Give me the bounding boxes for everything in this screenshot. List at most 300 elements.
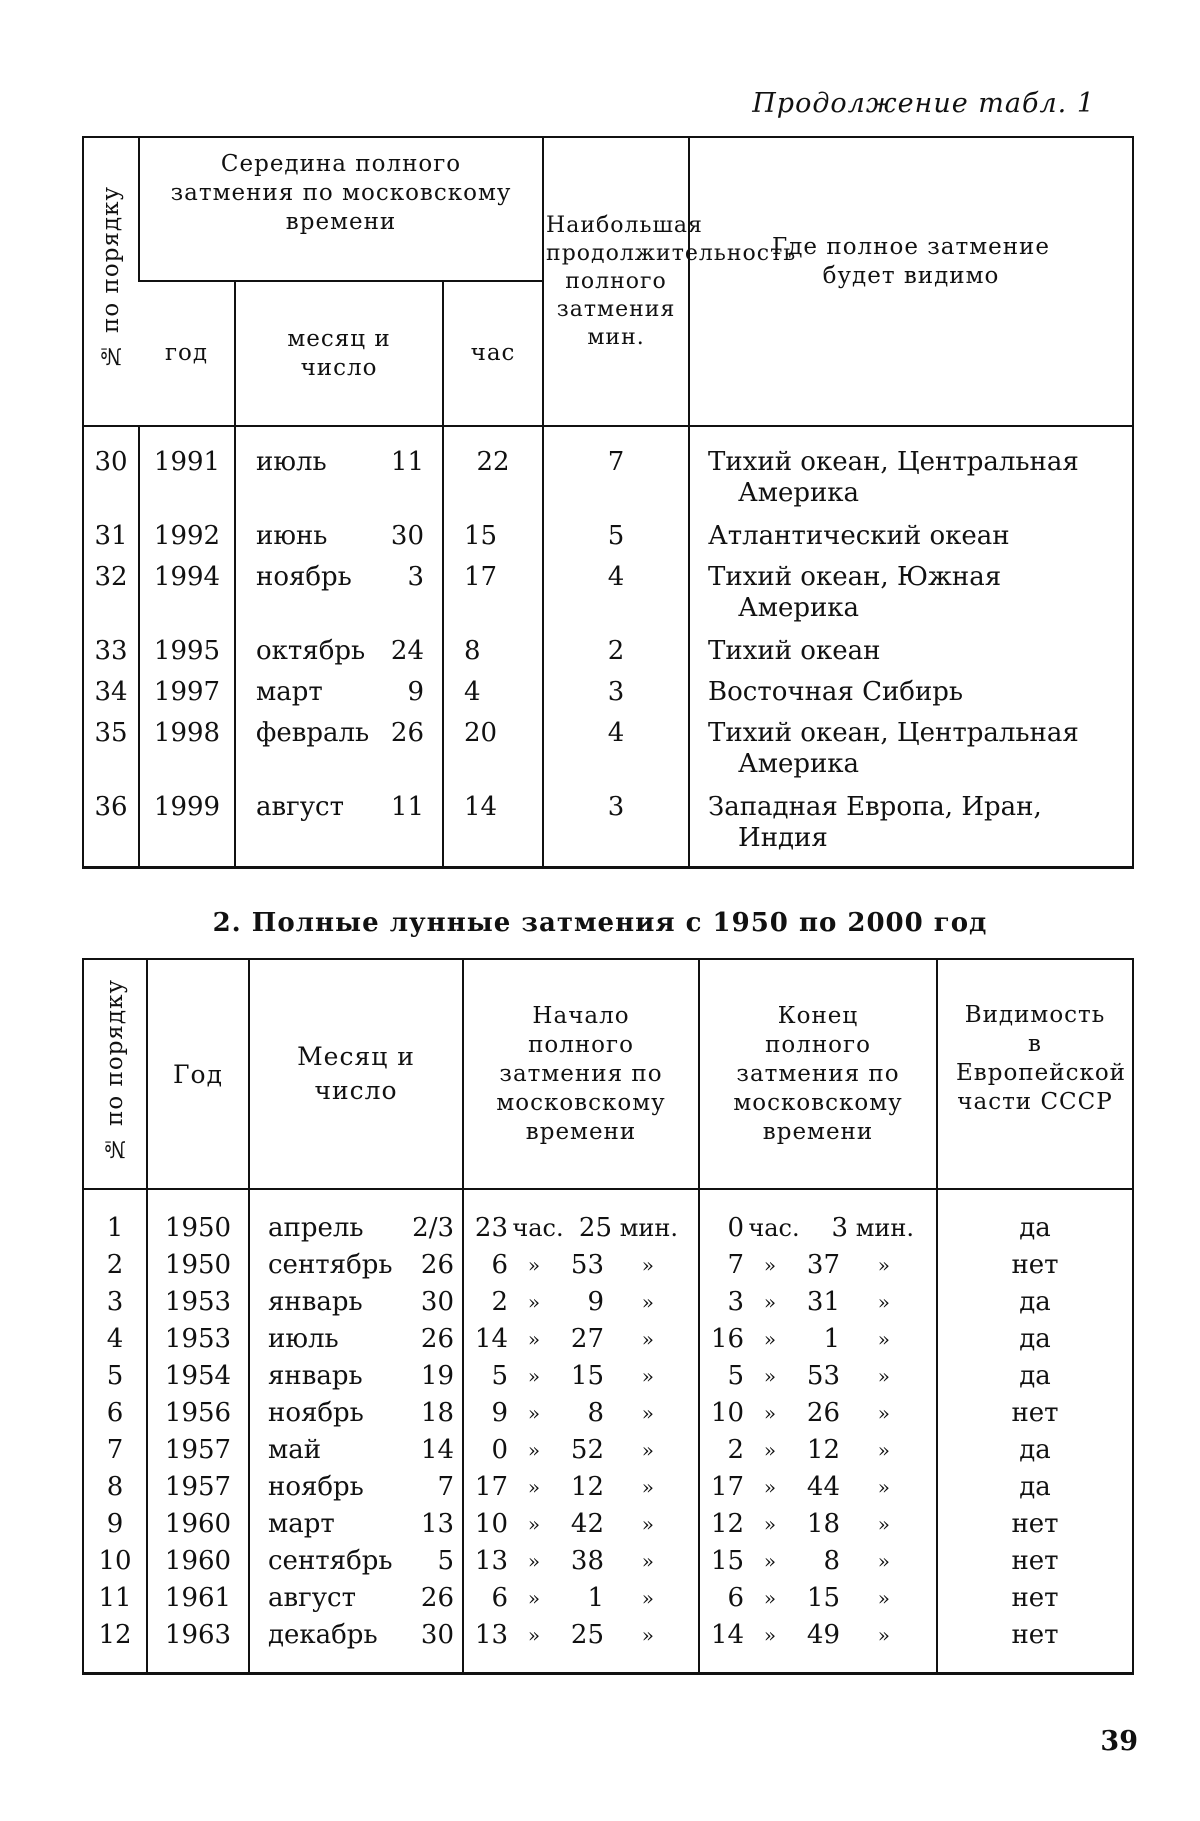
end-time (700, 1321, 936, 1358)
start-time-cell (463, 1189, 699, 1247)
row-number-cell (83, 677, 139, 718)
table-row (83, 1284, 1133, 1321)
row-number: 32 (94, 562, 128, 592)
year: 1998 (153, 718, 221, 748)
ditto-mark: » (641, 1549, 654, 1573)
year: 1995 (153, 636, 221, 666)
start-time-cell (463, 1395, 699, 1432)
year: 1950 (164, 1213, 232, 1243)
ditto-mark: » (641, 1512, 654, 1536)
header-mid-eclipse: Середина полного затмения по московскому времени (139, 137, 543, 281)
end-time-cell (699, 1469, 937, 1506)
end-time-cell (699, 1617, 937, 1674)
ditto-mark: » (527, 1327, 541, 1351)
month: июль (256, 447, 327, 477)
year: 1961 (164, 1583, 232, 1613)
hours: 12 (710, 1509, 744, 1539)
monthday-cell (235, 521, 443, 562)
row-number: 4 (106, 1324, 124, 1354)
start-time-cell (463, 1617, 699, 1674)
duration-cell (543, 562, 689, 636)
start-time-cell (463, 1506, 699, 1543)
lunar-eclipse-table (82, 958, 1134, 1675)
duration-cell (543, 677, 689, 718)
end-time (700, 1284, 936, 1321)
minutes: 26 (806, 1398, 840, 1428)
visibility-cell (937, 1469, 1133, 1506)
row-number: 33 (94, 636, 128, 666)
header-hour: час (443, 281, 543, 426)
where-line-1: Тихий океан, Центральная (708, 718, 1079, 748)
visibility: нет (1011, 1546, 1059, 1576)
minutes: 15 (570, 1361, 604, 1391)
ditto-mark: » (641, 1623, 654, 1647)
hour: 14 (464, 792, 498, 822)
row-number: 11 (98, 1583, 132, 1613)
hours: 0 (727, 1213, 744, 1243)
header-number: № по порядку (97, 186, 124, 369)
ditto-mark: » (763, 1438, 777, 1462)
ditto-mark: » (763, 1475, 777, 1499)
minute-unit: мин. (619, 1214, 678, 1242)
visibility: да (1019, 1435, 1051, 1465)
monthday-cell (249, 1189, 463, 1247)
ditto-mark: » (877, 1623, 890, 1647)
page-number: 39 (1100, 1726, 1138, 1757)
visibility: да (1019, 1213, 1051, 1243)
ditto-mark: » (641, 1327, 654, 1351)
year: 1960 (164, 1546, 232, 1576)
monthday (268, 1580, 454, 1617)
hour: 22 (476, 447, 510, 477)
end-time (700, 1617, 936, 1654)
row-number-cell (83, 792, 139, 868)
monthday (268, 1617, 454, 1654)
visibility-cell (937, 1506, 1133, 1543)
month: июль (268, 1324, 339, 1354)
minutes: 12 (570, 1472, 604, 1502)
end-time-cell (699, 1395, 937, 1432)
table-row (83, 1469, 1133, 1506)
day: 18 (420, 1398, 454, 1428)
day: 5 (437, 1546, 454, 1576)
minutes: 49 (806, 1620, 840, 1650)
end-time (700, 1469, 936, 1506)
hours: 2 (727, 1435, 744, 1465)
row-number: 6 (106, 1398, 124, 1428)
ditto-mark: » (763, 1623, 777, 1647)
row-number: 2 (106, 1250, 124, 1280)
day: 11 (390, 792, 424, 822)
month: март (256, 677, 323, 707)
end-time (700, 1210, 936, 1247)
header-end: Конец полного затмения по московскому времени (699, 959, 937, 1189)
minutes: 15 (806, 1583, 840, 1613)
end-time-cell (699, 1580, 937, 1617)
row-number-cell (83, 1543, 147, 1580)
ditto-mark: » (763, 1253, 777, 1277)
ditto-mark: » (763, 1401, 777, 1425)
ditto-mark: » (763, 1290, 777, 1314)
hours: 16 (710, 1324, 744, 1354)
day: 30 (390, 521, 424, 551)
monthday (268, 1432, 454, 1469)
row-number-cell (83, 1469, 147, 1506)
monthday-cell (235, 677, 443, 718)
end-time (700, 1580, 936, 1617)
visibility-cell (937, 1189, 1133, 1247)
start-time (464, 1247, 698, 1284)
row-number: 1 (106, 1213, 124, 1243)
ditto-mark: » (877, 1401, 890, 1425)
where-cell (689, 636, 1133, 677)
where-cell (689, 718, 1133, 792)
year: 1960 (164, 1509, 232, 1539)
hour-cell (443, 562, 543, 636)
year: 1992 (153, 521, 221, 551)
day: 2/3 (412, 1213, 454, 1243)
day: 3 (407, 562, 424, 592)
ditto-mark: » (763, 1586, 777, 1610)
start-time (464, 1358, 698, 1395)
row-number-cell (83, 521, 139, 562)
start-time (464, 1506, 698, 1543)
month: сентябрь (268, 1546, 393, 1576)
row-number-cell (83, 1358, 147, 1395)
row-number: 12 (98, 1620, 132, 1650)
month: ноябрь (268, 1398, 364, 1428)
hour: 4 (464, 677, 481, 707)
year: 1999 (153, 792, 221, 822)
ditto-mark: » (527, 1364, 541, 1388)
visibility: нет (1011, 1620, 1059, 1650)
where-cell (689, 426, 1133, 521)
monthday-cell (249, 1469, 463, 1506)
where-line-2: Америка (738, 478, 860, 508)
row-number: 10 (98, 1546, 132, 1576)
ditto-mark: » (763, 1364, 777, 1388)
row-number: 30 (94, 447, 128, 477)
header-where: Где полное затмение будет видимо (689, 137, 1133, 426)
hours: 6 (491, 1250, 508, 1280)
minutes: 18 (806, 1509, 840, 1539)
day: 9 (407, 677, 424, 707)
table-row (83, 426, 1133, 521)
year: 1953 (164, 1324, 232, 1354)
table-row (83, 677, 1133, 718)
year-cell (147, 1358, 249, 1395)
day: 14 (420, 1435, 454, 1465)
minutes: 8 (587, 1398, 604, 1428)
ditto-mark: » (877, 1290, 890, 1314)
where-line-2: Америка (738, 749, 860, 779)
where-line-1: Западная Европа, Иран, (708, 792, 1042, 822)
table-row (83, 1247, 1133, 1284)
start-time (464, 1543, 698, 1580)
header-monthday: месяц и число (235, 281, 443, 426)
monthday (268, 1543, 454, 1580)
table-row (83, 636, 1133, 677)
duration: 3 (607, 677, 625, 707)
duration-cell (543, 426, 689, 521)
start-time-cell (463, 1469, 699, 1506)
row-number-cell (83, 1284, 147, 1321)
ditto-mark: » (877, 1512, 890, 1536)
day: 26 (420, 1250, 454, 1280)
end-time (700, 1247, 936, 1284)
month: март (268, 1509, 335, 1539)
year-cell (139, 792, 235, 868)
ditto-mark: » (877, 1586, 890, 1610)
monthday (256, 792, 424, 823)
hours: 5 (491, 1361, 508, 1391)
monthday-cell (235, 562, 443, 636)
end-time-cell (699, 1284, 937, 1321)
table-row (83, 1189, 1133, 1247)
header-year: год (139, 281, 235, 426)
day: 19 (420, 1361, 454, 1391)
end-time (700, 1432, 936, 1469)
where-cell (689, 792, 1133, 868)
end-time (700, 1543, 936, 1580)
ditto-mark: » (877, 1475, 890, 1499)
hour-cell (443, 521, 543, 562)
year-cell (139, 521, 235, 562)
visibility: да (1019, 1324, 1051, 1354)
day: 26 (420, 1583, 454, 1613)
hours: 15 (710, 1546, 744, 1576)
monthday (256, 677, 424, 708)
where-cell (689, 562, 1133, 636)
hours: 17 (474, 1472, 508, 1502)
visibility: нет (1011, 1250, 1059, 1280)
ditto-mark: » (527, 1438, 541, 1462)
end-time-cell (699, 1432, 937, 1469)
minutes: 38 (570, 1546, 604, 1576)
start-time (464, 1580, 698, 1617)
day: 30 (420, 1620, 454, 1650)
monthday-cell (235, 792, 443, 868)
monthday (268, 1506, 454, 1543)
year-cell (147, 1321, 249, 1358)
monthday-cell (249, 1395, 463, 1432)
table-row (83, 562, 1133, 636)
ditto-mark: » (763, 1327, 777, 1351)
start-time-cell (463, 1580, 699, 1617)
table-row (83, 1617, 1133, 1674)
month: декабрь (268, 1620, 378, 1650)
ditto-mark: » (641, 1364, 654, 1388)
minutes: 31 (806, 1287, 840, 1317)
row-number: 31 (94, 521, 128, 551)
year-cell (139, 562, 235, 636)
row-number: 35 (94, 718, 128, 748)
header-duration: Наибольшая продолжительность полного затмения мин. (543, 137, 689, 426)
hours: 5 (727, 1361, 744, 1391)
hours: 9 (491, 1398, 508, 1428)
table-row (83, 1321, 1133, 1358)
monthday-cell (235, 426, 443, 521)
ditto-mark: » (527, 1290, 541, 1314)
table-row (83, 1543, 1133, 1580)
day: 26 (390, 718, 424, 748)
visibility: нет (1011, 1509, 1059, 1539)
month: ноябрь (256, 562, 352, 592)
monthday-cell (249, 1284, 463, 1321)
visibility: нет (1011, 1398, 1059, 1428)
ditto-mark: » (527, 1623, 541, 1647)
visibility: да (1019, 1287, 1051, 1317)
year-cell (139, 426, 235, 521)
visibility: да (1019, 1361, 1051, 1391)
minutes: 9 (587, 1287, 604, 1317)
minutes: 53 (570, 1250, 604, 1280)
monthday-cell (235, 718, 443, 792)
month: сентябрь (268, 1250, 393, 1280)
monthday-cell (249, 1617, 463, 1674)
where-cell (689, 521, 1133, 562)
hour-cell (443, 677, 543, 718)
year: 1991 (153, 447, 221, 477)
row-number: 5 (106, 1361, 124, 1391)
monthday-cell (249, 1432, 463, 1469)
end-time-cell (699, 1321, 937, 1358)
start-time-cell (463, 1247, 699, 1284)
monthday-cell (249, 1580, 463, 1617)
row-number: 36 (94, 792, 128, 822)
visibility-cell (937, 1617, 1133, 1674)
monthday (256, 636, 424, 667)
year: 1994 (153, 562, 221, 592)
ditto-mark: » (527, 1401, 541, 1425)
start-time (464, 1321, 698, 1358)
end-time-cell (699, 1506, 937, 1543)
duration: 3 (607, 792, 625, 822)
day: 11 (390, 447, 424, 477)
row-number: 8 (106, 1472, 124, 1502)
start-time-cell (463, 1358, 699, 1395)
hours: 13 (474, 1546, 508, 1576)
hours: 14 (710, 1620, 744, 1650)
where-line-2: Америка (738, 593, 860, 623)
monthday (268, 1210, 454, 1247)
where-line-1: Восточная Сибирь (708, 677, 964, 707)
hour-cell (443, 718, 543, 792)
year-cell (147, 1247, 249, 1284)
year-cell (147, 1189, 249, 1247)
ditto-mark: » (877, 1549, 890, 1573)
header-cell (83, 137, 139, 426)
ditto-mark: » (527, 1253, 541, 1277)
ditto-mark: » (877, 1253, 890, 1277)
hour: 8 (464, 636, 481, 666)
year: 1953 (164, 1287, 232, 1317)
ditto-mark: » (527, 1586, 541, 1610)
hours: 2 (491, 1287, 508, 1317)
year-cell (147, 1580, 249, 1617)
table-row (83, 718, 1133, 792)
duration-cell (543, 521, 689, 562)
minutes: 27 (570, 1324, 604, 1354)
month: январь (268, 1361, 363, 1391)
row-number-cell (83, 1617, 147, 1674)
minutes: 37 (806, 1250, 840, 1280)
month: август (256, 792, 345, 822)
visibility-cell (937, 1284, 1133, 1321)
where-line-2: Индия (738, 823, 828, 853)
monthday-cell (249, 1247, 463, 1284)
monthday (256, 718, 424, 749)
header-cell (83, 959, 147, 1189)
ditto-mark: » (763, 1549, 777, 1573)
hours: 3 (727, 1287, 744, 1317)
monthday (268, 1469, 454, 1506)
row-number-cell (83, 718, 139, 792)
start-time (464, 1617, 698, 1654)
hour-cell (443, 426, 543, 521)
year: 1957 (164, 1472, 232, 1502)
visibility: нет (1011, 1583, 1059, 1613)
hour: 20 (464, 718, 498, 748)
year-cell (147, 1395, 249, 1432)
table-row (83, 1395, 1133, 1432)
row-number: 34 (94, 677, 128, 707)
visibility-cell (937, 1580, 1133, 1617)
row-number-cell (83, 426, 139, 521)
where-line-1: Атлантический океан (708, 521, 1010, 551)
start-time-cell (463, 1284, 699, 1321)
end-time-cell (699, 1358, 937, 1395)
month: июнь (256, 521, 328, 551)
start-time (464, 1395, 698, 1432)
year: 1954 (164, 1361, 232, 1391)
row-number-cell (83, 1247, 147, 1284)
hours: 23 (474, 1213, 508, 1243)
hours: 10 (710, 1398, 744, 1428)
end-time-cell (699, 1247, 937, 1284)
monthday (268, 1284, 454, 1321)
hours: 10 (474, 1509, 508, 1539)
row-number: 9 (106, 1509, 124, 1539)
ditto-mark: » (877, 1327, 890, 1351)
hour: 17 (464, 562, 498, 592)
start-time (464, 1469, 698, 1506)
hour: 15 (464, 521, 498, 551)
monthday-cell (235, 636, 443, 677)
month: август (268, 1583, 357, 1613)
duration-cell (543, 636, 689, 677)
visibility-cell (937, 1321, 1133, 1358)
row-number-cell (83, 1580, 147, 1617)
hours: 13 (474, 1620, 508, 1650)
hour-cell (443, 636, 543, 677)
table-row (83, 1580, 1133, 1617)
header-visibility: Видимость в Европейской части СССР (937, 959, 1133, 1189)
where-cell (689, 677, 1133, 718)
month: январь (268, 1287, 363, 1317)
ditto-mark: » (641, 1290, 654, 1314)
minutes: 53 (806, 1361, 840, 1391)
row-number-cell (83, 562, 139, 636)
hours: 0 (491, 1435, 508, 1465)
table-row (83, 1432, 1133, 1469)
header-year: Год (147, 959, 249, 1189)
month: октябрь (256, 636, 366, 666)
minute-unit: мин. (855, 1214, 914, 1242)
hour-cell (443, 792, 543, 868)
duration: 4 (607, 562, 625, 592)
visibility-cell (937, 1543, 1133, 1580)
